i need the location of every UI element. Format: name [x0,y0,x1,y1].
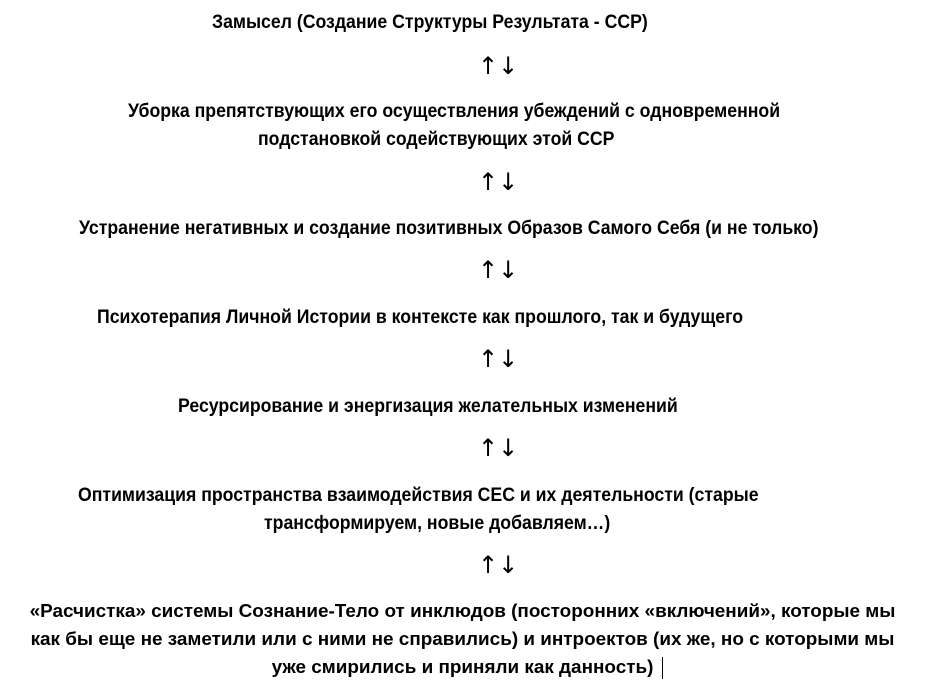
step-2-line-1: Уборка препятствующих его осуществления убеждений с одновременной [128,101,781,122]
step-4-line-1: Психотерапия Личной Истории в контексте как прошлого, так и будущего [97,307,744,328]
step-5-line-1: Ресурсирование и энергизация желательных изменений [178,396,678,417]
step-2-line-2: подстановкой содействующих этой ССР [258,129,615,150]
bidirectional-arrow-icon: ↑↓ [478,256,519,284]
bidirectional-arrow-icon: ↑↓ [478,345,519,373]
step-6-line-1: Оптимизация пространства взаимодействия СЕС и их деятельности (старые [78,485,759,506]
step-7-line-3: уже смирились и приняли как данность) [271,657,654,678]
step-7-line-1: «Расчистка» системы Сознание-Тело от инклюдов (посторонних «включений», которые мы [29,601,896,622]
step-3-line-1: Устранение негативных и создание позитивных Образов Самого Себя (и не только) [79,218,819,239]
step-6-line-2: трансформируем, новые добавляем…) [264,513,611,534]
bidirectional-arrow-icon: ↑↓ [478,551,519,579]
step-7-line-2: как бы еще не заметили или с ними не справились) и интроектов (их же, но с которыми мы [30,629,895,650]
bidirectional-arrow-icon: ↑↓ [478,52,519,80]
text-cursor [662,657,663,679]
bidirectional-arrow-icon: ↑↓ [478,168,519,196]
bidirectional-arrow-icon: ↑↓ [478,434,519,462]
step-1-line-1: Замысел (Создание Структуры Результата - ССР) [212,12,648,33]
